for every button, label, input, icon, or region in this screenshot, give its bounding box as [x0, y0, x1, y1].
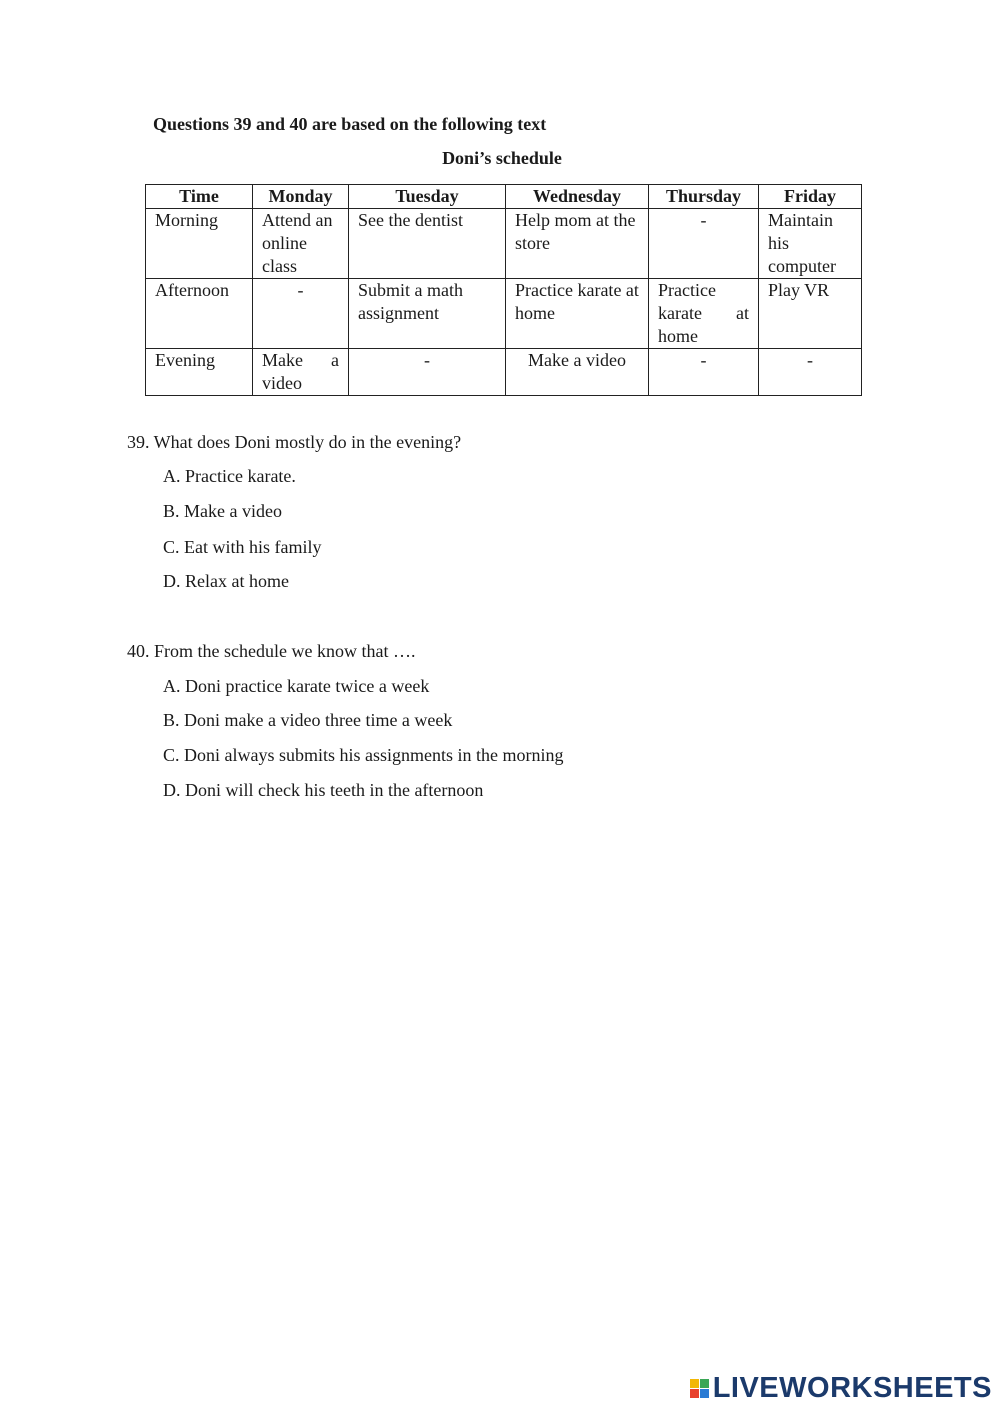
- option-40-a[interactable]: A. Doni practice karate twice a week: [163, 676, 430, 696]
- table-row: [146, 279, 862, 349]
- brand-name: LIVEWORKSHEETS: [712, 1372, 992, 1404]
- logo-square: [700, 1389, 709, 1398]
- option-39-c[interactable]: C. Eat with his family: [163, 537, 322, 557]
- logo-square: [690, 1389, 699, 1398]
- table-cell: -: [253, 279, 349, 349]
- table-cell: See the dentist: [349, 209, 506, 279]
- table-cell: Maintain his computer: [759, 209, 862, 279]
- table-row: [146, 209, 862, 279]
- option-39-d[interactable]: D. Relax at home: [163, 571, 289, 591]
- option-40-c[interactable]: C. Doni always submits his assignments in the morning: [163, 745, 564, 765]
- table-cell: Afternoon: [146, 279, 253, 349]
- table-cell: -: [649, 349, 759, 396]
- table-cell: Practice karate at home: [649, 279, 759, 349]
- table-cell: Evening: [146, 349, 253, 396]
- header-friday: Friday: [759, 185, 862, 209]
- table-cell: Submit a math assignment: [349, 279, 506, 349]
- header-time: Time: [146, 185, 253, 209]
- option-40-d[interactable]: D. Doni will check his teeth in the afternoon: [163, 780, 484, 800]
- table-title: Doni’s schedule: [442, 148, 562, 168]
- header-monday: Monday: [253, 185, 349, 209]
- table-row: [146, 349, 862, 396]
- table-cell: Practice karate at home: [506, 279, 649, 349]
- table-cell: -: [349, 349, 506, 396]
- option-40-b[interactable]: B. Doni make a video three time a week: [163, 710, 453, 730]
- table-cell: -: [649, 209, 759, 279]
- table-cell: Help mom at the store: [506, 209, 649, 279]
- question-39: 39. What does Doni mostly do in the evening?: [127, 432, 462, 452]
- liveworksheets-logo-icon: [690, 1379, 709, 1398]
- question-40: 40. From the schedule we know that ….: [127, 641, 416, 661]
- logo-square: [700, 1379, 709, 1388]
- table-header-row: [146, 185, 862, 209]
- table-cell: Attend an online class: [253, 209, 349, 279]
- table-cell: -: [759, 349, 862, 396]
- intro-text: Questions 39 and 40 are based on the following text: [153, 114, 547, 134]
- header-thursday: Thursday: [649, 185, 759, 209]
- option-39-b[interactable]: B. Make a video: [163, 501, 282, 521]
- logo-square: [690, 1379, 699, 1388]
- liveworksheets-brand[interactable]: [690, 1372, 992, 1405]
- schedule-table: [145, 184, 862, 396]
- table-cell: Play VR: [759, 279, 862, 349]
- header-wednesday: Wednesday: [506, 185, 649, 209]
- table-cell: Morning: [146, 209, 253, 279]
- table-cell: Make a video: [253, 349, 349, 396]
- table-cell: Make a video: [506, 349, 649, 396]
- option-39-a[interactable]: A. Practice karate.: [163, 466, 296, 486]
- header-tuesday: Tuesday: [349, 185, 506, 209]
